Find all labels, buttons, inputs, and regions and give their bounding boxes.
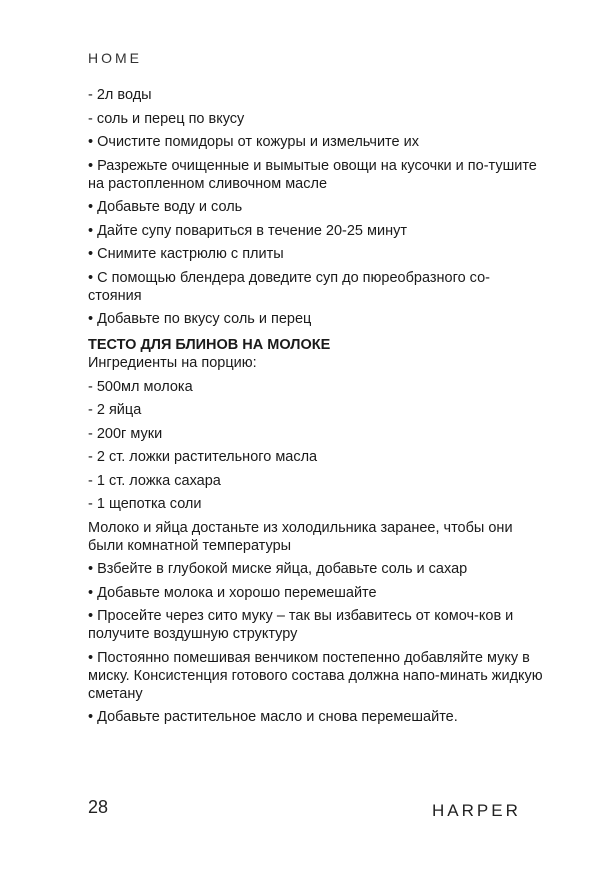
home-logo: HOME [88,50,142,66]
ingredients-subtitle: Ингредиенты на порцию: [88,355,257,371]
step-item: • Добавьте растительное масло и снова перемешайте. [88,709,458,725]
list-item: - соль и перец по вкусу [88,110,245,127]
step-item: • Постоянно помешивая венчиком постепенно добавляйте муку в миску. Консистенция готового состава должна напо-минать жидкую сметану [88,649,543,702]
ingredient-item: - 1 ст. ложка сахара [88,472,221,489]
recipe-note: Молоко и яйца достаньте из холодильника заранее, чтобы они были комнатной температуры [88,519,513,554]
step-item: • Просейте через сито муку – так вы избавитесь от комоч-ков и получите воздушную структуру [88,608,514,642]
page-number: 28 [88,797,109,817]
step-item: • Добавьте молока и хорошо перемешайте [88,584,377,601]
list-item: • Разрежьте очищенные и вымытые овощи на кусочки и по-тушите на растопленном сливочном масле [88,157,537,192]
list-item: • Дайте супу повариться в течение 20-25 минут [88,222,407,239]
ingredient-item: - 500мл молока [88,378,193,395]
ingredient-item: - 1 щепотка соли [88,496,202,512]
harper-logo: HARPER [432,801,521,820]
recipe-title: ТЕСТО ДЛЯ БЛИНОВ НА МОЛОКЕ [88,337,331,353]
ingredient-item: - 2 яйца [88,402,142,418]
list-item: • Очистите помидоры от кожуры и измельчите их [88,134,419,150]
ingredient-item: - 2 ст. ложки растительного масла [88,449,318,465]
list-item: • Снимите кастрюлю с плиты [88,246,284,262]
list-item: • Добавьте по вкусу соль и перец [88,311,312,327]
step-item: • Взбейте в глубокой миске яйца, добавьте соль и сахар [88,561,468,577]
list-item: - 2л воды [88,87,152,103]
page-content [88,86,543,732]
list-item: • Добавьте воду и соль [88,199,243,215]
ingredient-item: - 200г муки [88,425,163,442]
list-item: • С помощью блендера доведите суп до пюреобразного со-стояния [88,269,490,304]
